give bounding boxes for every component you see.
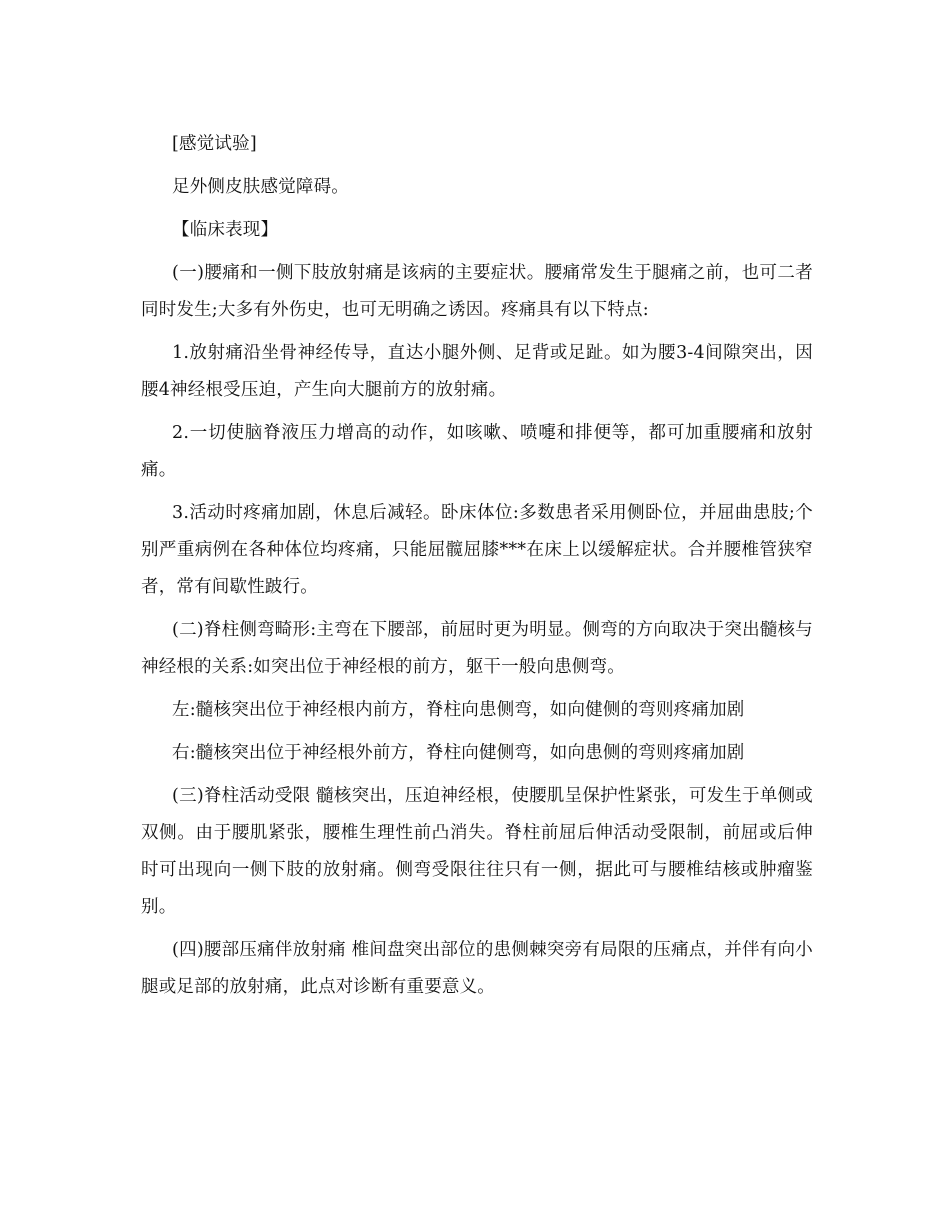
paragraph-pain-feature-3: 3.活动时疼痛加剧，休息后减轻。卧床体位:多数患者采用侧卧位，并屈曲患肢;个别严重病例在各种体位均疼痛，只能屈髋屈膝***在床上以缓解症状。合并腰椎管狭窄者，常有间歇性跛行。: [141, 503, 813, 597]
paragraph-symptom-4: (四)腰部压痛伴放射痛 椎间盘突出部位的患侧棘突旁有局限的压痛点，并伴有向小腿或足部的放射痛，此点对诊断有重要意义。: [141, 940, 813, 997]
section-label-sensory-test: [感觉试验]: [172, 134, 257, 154]
paragraph-pain-feature-1: 1.放射痛沿坐骨神经传导，直达小腿外侧、足背或足趾。如为腰3-4间隙突出，因腰4神经根受压迫，产生向大腿前方的放射痛。: [141, 343, 813, 400]
paragraph-left-note: 左:髓核突出位于神经根内前方，脊柱向患侧弯，如向健侧的弯则疼痛加剧: [172, 700, 745, 720]
paragraph-sensory-finding: 足外侧皮肤感觉障碍。: [172, 177, 349, 197]
paragraph-symptom-1: (一)腰痛和一侧下肢放射痛是该病的主要症状。腰痛常发生于腿痛之前，也可二者同时发生;大多有外伤史，也可无明确之诱因。疼痛具有以下特点:: [141, 263, 813, 320]
document-body: [141, 126, 813, 1006]
paragraph-symptom-3: (三)脊柱活动受限 髓核突出，压迫神经根，使腰肌呈保护性紧张，可发生于单侧或双侧。由于腰肌紧张，腰椎生理性前凸消失。脊柱前屈后伸活动受限制，前屈或后伸时可出现向一侧下肢的放射痛。侧弯受限往往只有一侧，据此可与腰椎结核或肿瘤鉴别。: [141, 786, 813, 917]
paragraph-symptom-2: (二)脊柱侧弯畸形:主弯在下腰部，前屈时更为明显。侧弯的方向取决于突出髓核与神经根的关系:如突出位于神经根的前方，躯干一般向患侧弯。: [141, 620, 813, 677]
paragraph-pain-feature-2: 2.一切使脑脊液压力增高的动作，如咳嗽、喷嚏和排便等，都可加重腰痛和放射痛。: [141, 423, 813, 480]
section-heading-clinical-manifestations: 【临床表现】: [172, 220, 279, 240]
paragraph-right-note: 右:髓核突出位于神经根外前方，脊柱向健侧弯，如向患侧的弯则疼痛加剧: [172, 743, 745, 763]
